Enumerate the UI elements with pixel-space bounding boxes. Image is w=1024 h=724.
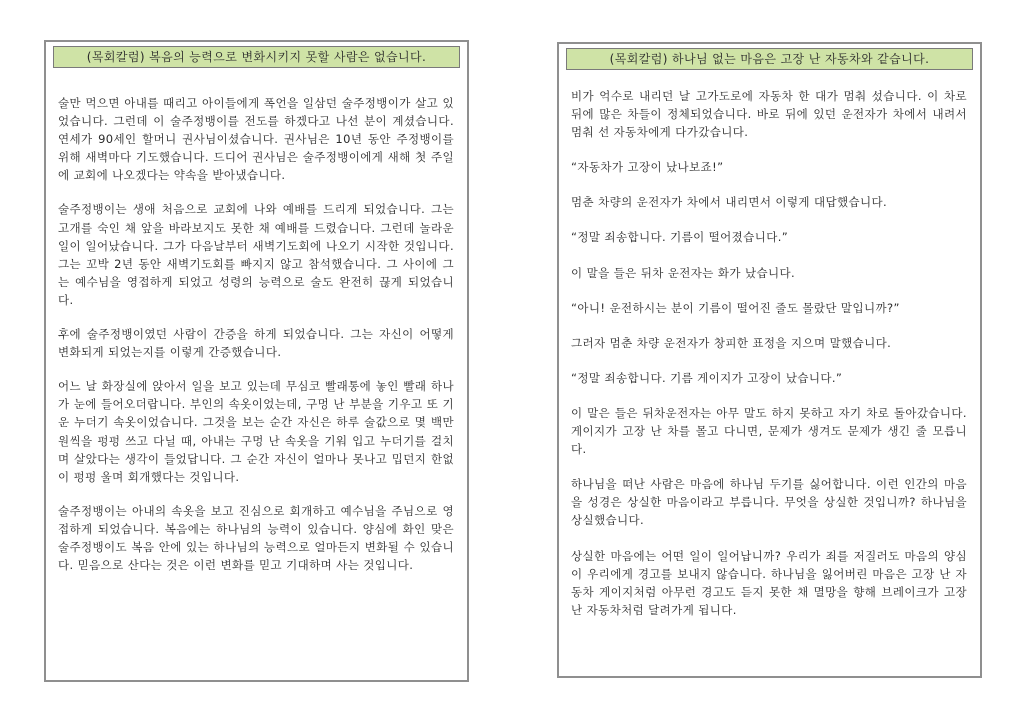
left-paragraph-3: 후에 술주정뱅이였던 사람이 간증을 하게 되었습니다. 그는 자신이 어떻게 변화되게 되었는지를 이렇게 간증했습니다. [58, 327, 454, 360]
left-column [44, 40, 469, 682]
right-paragraph-5: 이 말을 들은 뒤차 운전자는 화가 났습니다. [571, 265, 796, 280]
left-paragraph-1: 술만 먹으면 아내를 때리고 아이들에게 폭언을 일삼던 술주정뱅이가 살고 있었습니다. 그런데 이 술주정뱅이를 전도를 하겠다고 나선 분이 계셨습니다. 연세가 90세인 할머니 권사님이셨습니다. 권사님은 10년 동안 주정뱅이를 위해 새벽마다 기도했습니다. 드디어 권사님은 술주정뱅이에게 새해 첫 주일에 교회에 나오겠다는 약속을 받아냈습니다. [58, 96, 454, 183]
right-paragraph-8: “정말 죄송합니다. 기름 게이지가 고장이 났습니다.” [571, 370, 843, 385]
left-column-title: (목회칼럼) 복음의 능력으로 변화시키지 못할 사람은 없습니다. [53, 46, 460, 68]
right-paragraph-10: 하나님을 떠난 사람은 마음에 하나님 두기를 싫어합니다. 이런 인간의 마음을 성경은 상실한 마음이라고 부릅니다. 무엇을 상실한 것입니까? 하나님을 상실했습니다. [571, 477, 967, 528]
right-paragraph-6: “아니! 운전하시는 분이 기름이 떨어진 줄도 몰랐단 말입니까?” [571, 300, 900, 315]
right-paragraph-7: 그러자 멈춘 차량 운전자가 창피한 표정을 지으며 말했습니다. [571, 335, 892, 350]
right-paragraph-2: “자동차가 고장이 났나보죠!” [571, 160, 724, 175]
left-paragraph-4: 어느 날 화장실에 앉아서 일을 보고 있는데 무심코 빨래통에 놓인 빨래 하나가 눈에 들어오더랍니다. 부인의 속옷이었는데, 구멍 난 부분을 기우고 또 기운 누더기 속옷이었습니다. 그것을 보는 순간 자신은 하루 술값으로 몇 백만 원씩을 펑펑 쓰고 다닐 때, 아내는 구멍 난 속옷을 기워 입고 누더기를 걸치며 살았다는 생각이 들었답니다. 그 순간 자신이 얼마나 못나고 밉던지 한없이 펑펑 울며 회개했다는 것입니다. [58, 379, 454, 484]
right-column-body [571, 87, 967, 636]
left-paragraph-5: 술주정뱅이는 아내의 속옷을 보고 진심으로 회개하고 예수님을 주님으로 영접하게 되었습니다. 복음에는 하나님의 능력이 있습니다. 양심에 화인 맞은 술주정뱅이도 복음 안에 있는 하나님의 능력으로 얼마든지 변화될 수 있습니다. 믿음으로 산다는 것은 이런 변화를 믿고 기대하며 사는 것입니다. [58, 503, 454, 573]
right-column-title: (목회칼럼) 하나님 없는 마음은 고장 난 자동차와 같습니다. [566, 48, 973, 70]
right-column [557, 42, 982, 678]
left-paragraph-2: 술주정뱅이는 생애 처음으로 교회에 나와 예배를 드리게 되었습니다. 그는 고개를 숙인 채 앞을 바라보지도 못한 채 예배를 드렸습니다. 그런데 놀라운 일이 일어났습니다. 그가 다음날부터 새벽기도회에 나오기 시작한 것입니다. 그는 꼬박 2년 동안 새벽기도회를 빠지지 않고 참석했습니다. 그 사이에 그는 예수님을 영접하게 되었고 성령의 능력으로 술도 완전히 끊게 되었습니다. [58, 202, 454, 307]
right-paragraph-1: 비가 억수로 내리던 날 고가도로에 자동차 한 대가 멈춰 섰습니다. 이 차로 뒤에 많은 차들이 정체되었습니다. 바로 뒤에 있던 운전자가 차에서 내려서 멈춰 선 자동차에게 다가갔습니다. [571, 89, 967, 140]
left-column-body [58, 94, 454, 590]
right-paragraph-4: “정말 죄송합니다. 기름이 떨어졌습니다.” [571, 230, 789, 245]
right-paragraph-3: 멈춘 차량의 운전자가 차에서 내리면서 이렇게 대답했습니다. [571, 195, 888, 210]
right-paragraph-11: 상실한 마음에는 어떤 일이 일어납니까? 우리가 죄를 저질러도 마음의 양심이 우리에게 경고를 보내지 않습니다. 하나님을 잃어버린 마음은 고장 난 자동차 게이지처럼 아무런 경고도 듣지 못한 채 멸망을 향해 브레이크가 고장 난 자동차처럼 달려가게 됩니다. [571, 548, 967, 617]
right-paragraph-9: 이 말은 들은 뒤차운전자는 아무 말도 하지 못하고 자기 차로 돌아갔습니다. 게이지가 고장 난 차를 몰고 다니면, 문제가 생겨도 문제가 생긴 줄 모릅니다. [571, 405, 967, 457]
